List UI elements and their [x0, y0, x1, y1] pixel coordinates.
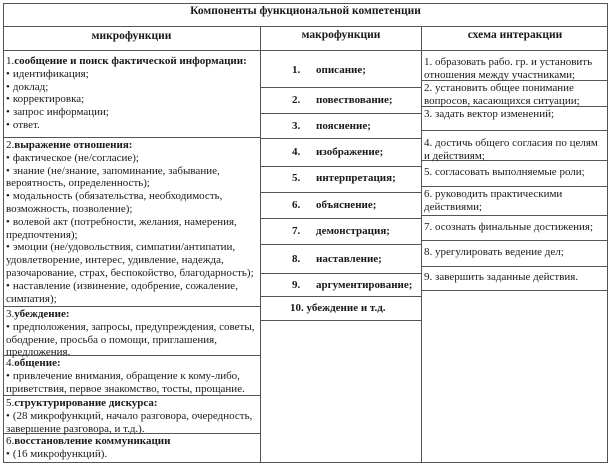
table-title: Компоненты функциональной компетенции	[190, 5, 421, 17]
item-number: 7.	[292, 225, 301, 237]
divider	[421, 266, 608, 267]
scheme-item: 9. завершить заданные действия.	[424, 271, 579, 283]
item-number: 10.	[290, 302, 304, 314]
item-number: 8.	[292, 253, 301, 265]
item-label: интерпретация;	[316, 172, 396, 184]
divider	[260, 166, 421, 167]
scheme-item: 4. достичь общего согласия по целям и действиям;	[424, 137, 598, 162]
group-number: 2.	[6, 139, 15, 151]
list-item: • предположения, запросы, предупреждения, советы, ободрение, просьба о помощи, приглашения, предложения.	[6, 321, 258, 359]
item-number: 1.	[292, 64, 301, 76]
list-item: • корректировка;	[6, 93, 258, 106]
list-item: • эмоции (не/удовольствия, симпатии/антипатии, удовлетворение, интерес, удивление, надежда, разочарование, страх, беспокойство, благодарность);	[6, 241, 258, 279]
divider	[421, 186, 608, 187]
divider	[421, 26, 422, 463]
header-micro: микрофункции	[91, 30, 172, 42]
divider	[260, 87, 421, 88]
item-number: 6.	[292, 199, 301, 211]
scheme-item: 2. установить общее понимание вопросов, касающихся ситуации;	[424, 82, 580, 107]
item-label: убеждение и т.д.	[306, 302, 386, 314]
divider	[260, 296, 421, 297]
item-label: пояснение;	[316, 120, 371, 132]
micro-group	[6, 55, 258, 132]
divider	[260, 244, 421, 245]
micro-group	[6, 397, 258, 435]
group-number: 6.	[6, 435, 15, 447]
scheme-item: 3. задать вектор изменений;	[424, 108, 555, 120]
item-number: 2.	[292, 94, 301, 106]
group-number: 4.	[6, 357, 15, 369]
group-number: 1.	[6, 55, 15, 67]
divider	[260, 192, 421, 193]
item-label: описание;	[316, 64, 366, 76]
scheme-item: 1. образовать рабо. гр. и установить отношения между участниками;	[424, 56, 593, 81]
group-heading: структурирование дискурса:	[14, 397, 158, 409]
item-number: 5.	[292, 172, 301, 184]
micro-group	[6, 435, 258, 461]
item-label: повествование;	[316, 94, 393, 106]
item-label: объяснение;	[316, 199, 377, 211]
list-item: • волевой акт (потребности, желания, намерения, предпочтения);	[6, 216, 258, 242]
item-label: аргументирование;	[316, 279, 413, 291]
group-number: 5.	[6, 397, 15, 409]
item-number: 3.	[292, 120, 301, 132]
divider	[3, 137, 260, 138]
list-item: • запрос информации;	[6, 106, 258, 119]
scheme-item: 7. осознать финальные достижения;	[424, 221, 594, 233]
list-item: • модальность (обязательства, необходимость, возможность, позволение);	[6, 190, 258, 216]
item-label: наставление;	[316, 253, 382, 265]
list-item: • доклад;	[6, 81, 258, 94]
list-item: • наставление (извинение, одобрение, сожаление, симпатия);	[6, 280, 258, 306]
micro-group	[6, 139, 258, 305]
header-macro: макрофункции	[301, 29, 381, 41]
micro-group	[6, 357, 258, 395]
group-heading: сообщение и поиск фактической информации:	[14, 55, 247, 67]
divider	[260, 273, 421, 274]
list-item: • фактическое (не/согласие);	[6, 152, 258, 165]
list-item: • идентификация;	[6, 68, 258, 81]
macro-item	[292, 120, 450, 133]
item-number: 4.	[292, 146, 301, 158]
list-item: • знание (не/знание, запоминание, забывание, вероятность, определенность);	[6, 165, 258, 191]
list-item: • привлечение внимания, обращение к кому-либо, приветствия, первое знакомство, тосты, прощание.	[6, 370, 258, 396]
divider	[260, 138, 421, 139]
group-heading: общение:	[14, 357, 61, 369]
group-heading: убеждение:	[14, 308, 70, 320]
header-scheme: схема интеракции	[467, 29, 563, 41]
macro-item	[290, 302, 448, 315]
group-heading: выражение отношения:	[14, 139, 133, 151]
list-item: • (16 микрофункций).	[6, 448, 258, 461]
micro-group	[6, 308, 258, 359]
divider	[421, 240, 608, 241]
item-number: 9.	[292, 279, 301, 291]
divider	[260, 113, 421, 114]
list-item: • ответ.	[6, 119, 258, 132]
item-label: демонстрация;	[316, 225, 390, 237]
group-heading: восстановление коммуникации	[14, 435, 171, 447]
scheme-item: 6. руководить практическими действиями;	[424, 188, 563, 213]
divider	[260, 320, 421, 321]
divider	[3, 306, 260, 307]
divider	[421, 215, 608, 216]
list-item: • (28 микрофункций, начало разговора, очередность, завершение разговора, и т.д.).	[6, 410, 258, 436]
divider	[3, 50, 608, 51]
group-number: 3.	[6, 308, 15, 320]
item-label: изображение;	[316, 146, 384, 158]
divider	[3, 26, 608, 27]
scheme-item: 8. урегулировать ведение дел;	[424, 246, 564, 258]
scheme-item: 5. согласовать выполняемые роли;	[424, 166, 585, 178]
divider	[260, 218, 421, 219]
